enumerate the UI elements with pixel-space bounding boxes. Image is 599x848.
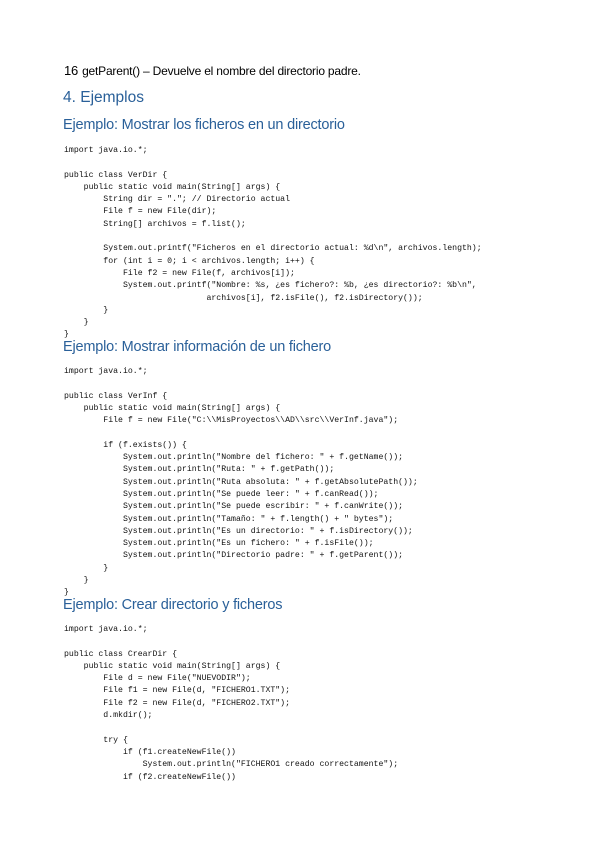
code-line: System.out.println("Es un fichero: " + f.isFile()); <box>64 539 374 549</box>
code-line <box>64 636 398 648</box>
code-line: if (f.exists()) { <box>64 440 187 450</box>
code-line: File f2 = new File(f, archivos[i]); <box>64 268 295 278</box>
example-2-title: Ejemplo: Mostrar información de un fichero <box>63 339 332 355</box>
code-line: System.out.println("Directorio padre: " + f.getParent()); <box>64 551 404 561</box>
code-line: System.out.println("Es un directorio: " + f.isDirectory()); <box>64 526 413 536</box>
code-line <box>64 722 398 734</box>
code-line: System.out.printf("Ficheros en el directorio actual: %d\n", archivos.length); <box>64 244 482 254</box>
code-line: } <box>64 576 89 586</box>
code-line: System.out.println("Se puede escribir: " + f.canWrite()); <box>64 502 404 512</box>
code-line: System.out.println("Se puede leer: " + f.canRead()); <box>64 489 379 499</box>
code-line: System.out.println("Ruta: " + f.getPath()); <box>64 465 335 475</box>
code-line: } <box>64 563 109 573</box>
code-line: public static void main(String[] args) { <box>64 403 281 413</box>
code-line: System.out.println("Ruta absoluta: " + f.getAbsolutePath()); <box>64 477 418 487</box>
code-line: d.mkdir(); <box>64 711 153 721</box>
code-line: } <box>64 588 69 598</box>
list-item-text: getParent() – Devuelve el nombre del directorio padre. <box>82 64 361 78</box>
code-line: File d = new File("NUEVODIR"); <box>64 674 251 684</box>
code-line: if (f1.createNewFile()) <box>64 747 236 757</box>
code-line: } <box>64 330 69 340</box>
code-line: import java.io.*; <box>64 625 148 634</box>
code-line: for (int i = 0; i < archivos.length; i++) { <box>64 256 315 266</box>
list-item-getparent <box>64 63 361 78</box>
list-item-number: 16 <box>64 63 79 78</box>
code-line: System.out.printf("Nombre: %s, ¿es fichero?: %b, ¿es directorio?: %b\n", <box>64 281 477 291</box>
code-line <box>64 427 418 439</box>
code-line <box>64 378 418 390</box>
code-line: } <box>64 305 109 315</box>
code-line: if (f2.createNewFile()) <box>64 772 236 782</box>
example-3-code <box>64 624 398 784</box>
code-line: import java.io.*; <box>64 146 148 155</box>
code-line: System.out.println("FICHERO1 creado correctamente"); <box>64 760 399 770</box>
section-heading: 4. Ejemplos <box>63 89 144 106</box>
example-1-code <box>64 145 482 342</box>
code-line: String dir = "."; // Directorio actual <box>64 195 291 205</box>
code-line: String[] archivos = f.list(); <box>64 219 246 229</box>
code-line: archivos[i], f2.isFile(), f2.isDirectory()); <box>64 293 423 303</box>
code-line: } <box>64 318 89 328</box>
code-line: File f = new File(dir); <box>64 207 217 217</box>
code-line <box>64 157 482 169</box>
code-line: public class CrearDir { <box>64 649 178 659</box>
code-line: System.out.println("Nombre del fichero: " + f.getName()); <box>64 453 404 463</box>
code-line: public class VerInf { <box>64 391 168 401</box>
code-line: File f1 = new File(d, "FICHERO1.TXT"); <box>64 686 291 696</box>
code-line: System.out.println("Tamaño: " + f.length() + " bytes"); <box>64 514 394 524</box>
example-2-code <box>64 366 418 600</box>
code-line: try { <box>64 735 128 745</box>
code-line: import java.io.*; <box>64 367 148 376</box>
example-3-title: Ejemplo: Crear directorio y ficheros <box>63 597 283 613</box>
code-line: public static void main(String[] args) { <box>64 661 281 671</box>
code-line <box>64 231 482 243</box>
code-line: public static void main(String[] args) { <box>64 182 281 192</box>
code-line: File f = new File("C:\\MisProyectos\\AD\\src\\VerInf.java"); <box>64 416 399 426</box>
example-1-title: Ejemplo: Mostrar los ficheros en un directorio <box>63 117 345 133</box>
code-line: File f2 = new File(d, "FICHERO2.TXT"); <box>64 698 291 708</box>
code-line: public class VerDir { <box>64 170 168 180</box>
